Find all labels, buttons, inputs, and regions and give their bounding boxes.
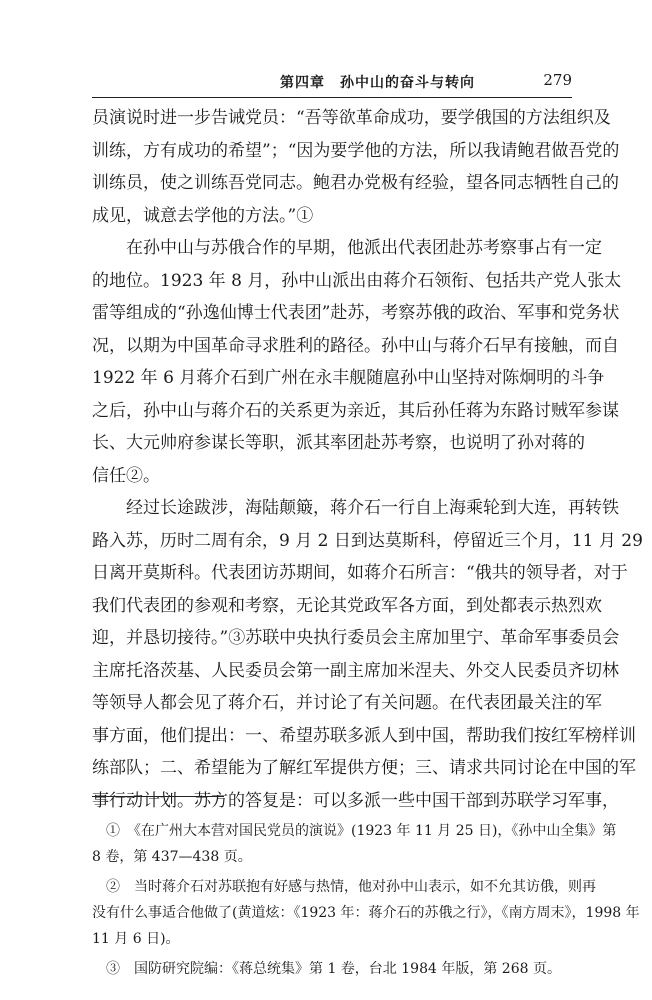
- body-text: [92, 102, 643, 817]
- text-line: 迎，并恳切接待。”③苏联中央执行委员会主席加里宁、革命军事委员会: [92, 628, 620, 648]
- text-line: 之后，孙中山与蒋介石的关系更为亲近，其后孙任蒋为东路讨贼军参谋: [92, 400, 619, 421]
- text-line: 1922 年 6 月蒋介石到广州在永丰舰随扈孙中山坚持对陈炯明的斗争: [92, 368, 605, 388]
- footnote-rule: [92, 796, 224, 797]
- header-rule: [92, 97, 572, 98]
- running-header: [92, 62, 572, 98]
- text-line: 我们代表团的参观和考察，无论其党政军各方面，到处都表示热烈欢: [92, 595, 602, 616]
- text-line: 等领导人都会见了蒋介石，并讨论了有关问题。在代表团最关注的军: [92, 693, 602, 713]
- footnote-3: [92, 956, 572, 982]
- text-line: 日离开莫斯科。代表团访苏期间，如蒋介石所言：“俄共的领导者，对于: [92, 563, 628, 583]
- text-line: 在孙中山与苏俄合作的早期，他派出代表团赴苏考察事占有一定: [92, 238, 602, 258]
- chapter-title: 第四章 孙中山的奋斗与转向: [280, 75, 475, 91]
- text-line: 雷等组成的“孙逸仙博士代表团”赴苏，考察苏俄的政治、军事和党务状: [92, 303, 620, 323]
- text-line: 路入苏，历时二周有余，9 月 2 日到达莫斯科，停留近三个月，11 月 29: [92, 530, 643, 551]
- footnote-line: 8 卷，第 437—438 页。: [92, 849, 252, 865]
- footnote-line: ③ 国防研究院编：《蒋总统集》第 1 卷，台北 1984 年版，第 268 页。: [92, 961, 561, 977]
- text-line: 事行动计划。苏方的答复是：可以多派一些中国干部到苏联学习军事，: [92, 790, 619, 811]
- footnote-1: [92, 818, 617, 870]
- text-line: 长、大元帅府参谋长等职，派其率团赴苏考察，也说明了孙对蒋的: [92, 433, 585, 453]
- footnotes: [92, 818, 640, 982]
- text-line: 训练，方有成功的希望”；“因为要学他的方法，所以我请鲍君做吾党的: [92, 140, 620, 161]
- text-line: 练部队；二、希望能为了解红军提供方便；三、请求共同讨论在中国的军: [92, 758, 636, 778]
- footnote-line: 没有什么事适合他做了(黄道炫：《1923 年：蒋介石的苏俄之行》，《南方周末》，1998 年: [92, 905, 640, 921]
- footnote-line: 11 月 6 日)。: [92, 931, 180, 947]
- text-line: 事方面，他们提出：一、希望苏联多派人到中国，帮助我们按红军榜样训: [92, 725, 636, 746]
- text-line: 经过长途跋涉，海陆颠簸，蒋介石一行自上海乘轮到大连，再转铁: [92, 498, 619, 518]
- footnote-2: [92, 874, 640, 952]
- text-line: 信任②。: [92, 465, 160, 486]
- footnote-line: ② 当时蒋介石对苏联抱有好感与热情，他对孙中山表示，如不允其访俄，则再: [92, 879, 596, 895]
- text-line: 员演说时进一步告诫党员：“吾等欲革命成功，要学俄国的方法组织及: [92, 108, 611, 128]
- text-line: 主席托洛茨基、人民委员会第一副主席加米涅夫、外交人民委员齐切林: [92, 660, 619, 681]
- text-line: 况，以期为中国革命寻求胜利的路径。孙中山与蒋介石早有接触，而自: [92, 335, 619, 356]
- text-line: 训练员，使之训练吾党同志。鲍君办党极有经验，望各同志牺牲自己的: [92, 173, 619, 193]
- text-line: 的地位。1923 年 8 月，孙中山派出由蒋介石领衔、包括共产党人张太: [92, 270, 622, 291]
- text-line: 成见，诚意去学他的方法。”①: [92, 205, 314, 226]
- page-number: 279: [543, 71, 572, 89]
- footnote-line: ① 《在广州大本营对国民党员的演说》(1923 年 11 月 25 日)，《孙中山全集》第: [92, 823, 617, 839]
